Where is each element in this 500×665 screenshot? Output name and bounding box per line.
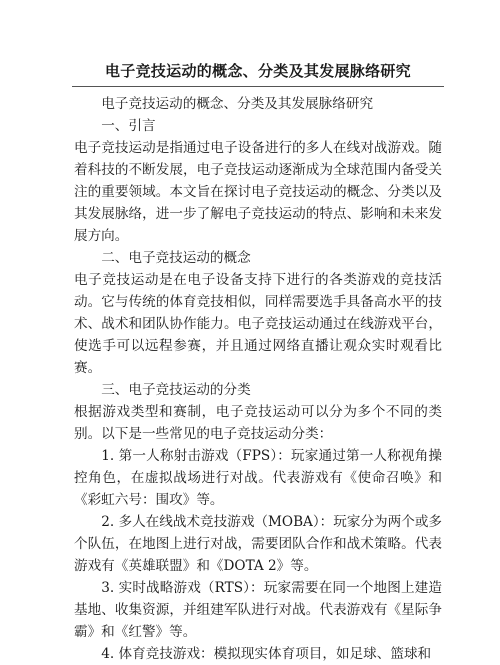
- body-heading: 电子竞技运动的概念、分类及其发展脉络研究: [101, 96, 374, 112]
- section-heading-classification: 三、电子竞技运动的分类: [101, 382, 251, 398]
- section-heading-introduction: 一、引言: [101, 118, 156, 134]
- section-heading-concept: 二、电子竞技运动的概念: [101, 250, 251, 266]
- list-item-fps: 1. 第一人称射击游戏（FPS）：玩家通过第一人称视角操控角色，在虚拟战场进行对战。代表游戏有《使命召唤》和《彩虹六号：围攻》等。: [74, 448, 442, 508]
- document-title: 电子竞技运动的概念、分类及其发展脉络研究: [104, 62, 411, 80]
- paragraph-concept: 电子竞技运动是在电子设备支持下进行的各类游戏的竞技活动。它与传统的体育竞技相似，同样需要选手具备高水平的技术、战术和团队协作能力。电子竞技运动通过在线游戏平台，使选手可以远程参赛，并且通过网络直播让观众实时观看比赛。: [74, 272, 442, 376]
- list-item-rts: 3. 实时战略游戏（RTS）：玩家需要在同一个地图上建造基地、收集资源，并组建军队进行对战。代表游戏有《星际争霸》和《红警》等。: [74, 580, 442, 640]
- document-body: [74, 93, 442, 665]
- paragraph-introduction: 电子竞技运动是指通过电子设备进行的多人在线对战游戏。随着科技的不断发展，电子竞技运动逐渐成为全球范围内备受关注的重要领域。本文旨在探讨电子竞技运动的概念、分类以及其发展脉络，进一步了解电子竞技运动的特点、影响和未来发展方向。: [74, 140, 442, 244]
- paragraph-classification-intro: 根据游戏类型和赛制，电子竞技运动可以分为多个不同的类别。以下是一些常见的电子竞技运动分类：: [74, 404, 442, 442]
- list-item-sports: 4. 体育竞技游戏：模拟现实体育项目，如足球、篮球和: [101, 646, 432, 662]
- list-item-moba: 2. 多人在线战术竞技游戏（MOBA）：玩家分为两个或多个队伍，在地图上进行对战，需要团队合作和战术策略。代表游戏有《英雄联盟》和《DOTA 2》等。: [74, 514, 443, 574]
- title-divider: [72, 86, 444, 87]
